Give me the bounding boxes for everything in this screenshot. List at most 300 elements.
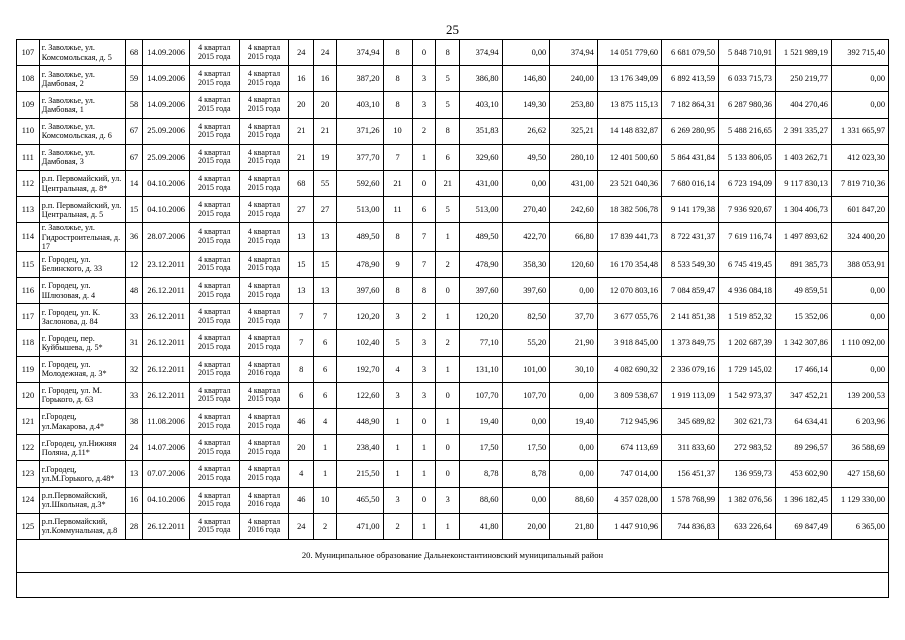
section-title: 20. Муниципальное образование Дальнеконстантиновский муниципальный район [17, 539, 889, 572]
cell-c5: 2 [383, 513, 412, 539]
table-body [17, 40, 889, 598]
cell-c11: 14 148 832,87 [597, 118, 661, 144]
cell-c6: 7 [412, 223, 436, 252]
cell-c15: 6 203,96 [831, 409, 888, 435]
cell-c2: 20 [289, 92, 314, 118]
cell-c15: 0,00 [831, 278, 888, 304]
cell-c6: 2 [412, 118, 436, 144]
cell-c7: 5 [436, 66, 460, 92]
blank-row [17, 572, 889, 597]
cell-c11: 16 170 354,48 [597, 251, 661, 277]
cell-c12: 6 892 413,59 [662, 66, 719, 92]
cell-c5: 1 [383, 461, 412, 487]
cell-c6: 8 [412, 278, 436, 304]
cell-n: 120 [17, 382, 40, 408]
cell-c1: 48 [125, 278, 143, 304]
cell-c2: 13 [289, 223, 314, 252]
cell-c4: 465,50 [336, 487, 383, 513]
cell-c14: 89 296,57 [775, 435, 831, 461]
cell-n: 123 [17, 461, 40, 487]
cell-q1: 4 квартал 2015 года [189, 461, 239, 487]
cell-c3: 19 [314, 144, 337, 170]
cell-addr: г. Заволжье, ул. Дамбовая, 3 [39, 144, 125, 170]
cell-c14: 69 847,49 [775, 513, 831, 539]
cell-c13: 272 983,52 [719, 435, 776, 461]
cell-c4: 215,50 [336, 461, 383, 487]
cell-c11: 17 839 441,73 [597, 223, 661, 252]
cell-c4: 448,90 [336, 409, 383, 435]
cell-c9: 0,00 [502, 409, 550, 435]
table-row [17, 409, 889, 435]
cell-q2: 4 квартал 2015 года [239, 330, 289, 356]
cell-n: 118 [17, 330, 40, 356]
cell-addr: г. Заволжье, ул. Комсомольская, д. 6 [39, 118, 125, 144]
cell-c7: 0 [436, 382, 460, 408]
cell-q2: 4 квартал 2015 года [239, 382, 289, 408]
cell-c4: 489,50 [336, 223, 383, 252]
cell-c1: 33 [125, 382, 143, 408]
cell-c11: 1 447 910,96 [597, 513, 661, 539]
cell-c1: 33 [125, 304, 143, 330]
cell-date: 26.12.2011 [143, 513, 190, 539]
cell-c13: 5 133 806,05 [719, 144, 776, 170]
cell-c11: 12 070 803,16 [597, 278, 661, 304]
cell-c13: 1 519 852,32 [719, 304, 776, 330]
cell-c1: 12 [125, 251, 143, 277]
page-number: 25 [446, 22, 459, 37]
cell-c8: 397,60 [460, 278, 502, 304]
cell-n: 108 [17, 66, 40, 92]
cell-c1: 15 [125, 197, 143, 223]
cell-c2: 4 [289, 461, 314, 487]
cell-c8: 107,70 [460, 382, 502, 408]
cell-c3: 15 [314, 251, 337, 277]
table-row [17, 40, 889, 66]
cell-c13: 6 033 715,73 [719, 66, 776, 92]
cell-c11: 13 176 349,09 [597, 66, 661, 92]
cell-c12: 7 084 859,47 [662, 278, 719, 304]
cell-addr: р.п.Первомайский, ул.Школьная, д.3* [39, 487, 125, 513]
cell-c5: 1 [383, 409, 412, 435]
cell-q2: 4 квартал 2015 года [239, 144, 289, 170]
cell-c8: 374,94 [460, 40, 502, 66]
cell-addr: г. Заволжье, ул. Дамбовая, 1 [39, 92, 125, 118]
cell-q2: 4 квартал 2015 года [239, 435, 289, 461]
cell-q1: 4 квартал 2015 года [189, 223, 239, 252]
cell-c1: 59 [125, 66, 143, 92]
cell-c7: 0 [436, 461, 460, 487]
table-row [17, 487, 889, 513]
cell-c13: 302 621,73 [719, 409, 776, 435]
cell-c15: 324 400,20 [831, 223, 888, 252]
cell-c2: 15 [289, 251, 314, 277]
cell-date: 14.09.2006 [143, 40, 190, 66]
cell-c15: 1 331 665,97 [831, 118, 888, 144]
cell-c6: 1 [412, 513, 436, 539]
cell-c7: 5 [436, 197, 460, 223]
cell-c3: 20 [314, 92, 337, 118]
cell-c10: 30,10 [550, 356, 598, 382]
cell-q1: 4 квартал 2015 года [189, 304, 239, 330]
cell-addr: г.Городец, ул.Нижняя Поляна, д.11* [39, 435, 125, 461]
cell-c12: 7 182 864,31 [662, 92, 719, 118]
cell-c3: 6 [314, 356, 337, 382]
cell-q1: 4 квартал 2015 года [189, 170, 239, 196]
cell-date: 04.10.2006 [143, 170, 190, 196]
cell-addr: г.Городец, ул.Макарова, д.4* [39, 409, 125, 435]
cell-c14: 1 497 893,62 [775, 223, 831, 252]
cell-c7: 1 [436, 356, 460, 382]
cell-c10: 21,80 [550, 513, 598, 539]
cell-c7: 2 [436, 330, 460, 356]
cell-c6: 1 [412, 144, 436, 170]
cell-date: 28.07.2006 [143, 223, 190, 252]
cell-c13: 633 226,64 [719, 513, 776, 539]
cell-c12: 9 141 179,38 [662, 197, 719, 223]
cell-date: 14.07.2006 [143, 435, 190, 461]
cell-c14: 17 466,14 [775, 356, 831, 382]
cell-c3: 1 [314, 435, 337, 461]
cell-c5: 8 [383, 223, 412, 252]
cell-c13: 1 542 973,37 [719, 382, 776, 408]
cell-c3: 6 [314, 330, 337, 356]
cell-c14: 1 342 307,86 [775, 330, 831, 356]
cell-c2: 21 [289, 118, 314, 144]
cell-c1: 67 [125, 118, 143, 144]
cell-date: 26.12.2011 [143, 278, 190, 304]
cell-c2: 46 [289, 409, 314, 435]
cell-c8: 386,80 [460, 66, 502, 92]
cell-c10: 0,00 [550, 278, 598, 304]
cell-c5: 3 [383, 382, 412, 408]
cell-q2: 4 квартал 2015 года [239, 223, 289, 252]
cell-c12: 1 919 113,09 [662, 382, 719, 408]
cell-c10: 325,21 [550, 118, 598, 144]
cell-addr: р.п. Первомайский, ул. Центральная, д. 8* [39, 170, 125, 196]
cell-c8: 120,20 [460, 304, 502, 330]
table-row [17, 356, 889, 382]
cell-c14: 404 270,46 [775, 92, 831, 118]
cell-c11: 747 014,00 [597, 461, 661, 487]
cell-c2: 8 [289, 356, 314, 382]
cell-c1: 32 [125, 356, 143, 382]
cell-c9: 20,00 [502, 513, 550, 539]
cell-c5: 8 [383, 66, 412, 92]
cell-c10: 37,70 [550, 304, 598, 330]
cell-n: 114 [17, 223, 40, 252]
cell-c7: 3 [436, 487, 460, 513]
cell-c9: 8,78 [502, 461, 550, 487]
cell-c8: 329,60 [460, 144, 502, 170]
cell-c9: 149,30 [502, 92, 550, 118]
cell-q2: 4 квартал 2016 года [239, 487, 289, 513]
cell-date: 26.12.2011 [143, 356, 190, 382]
cell-c9: 82,50 [502, 304, 550, 330]
cell-c6: 0 [412, 40, 436, 66]
cell-c7: 21 [436, 170, 460, 196]
cell-c4: 513,00 [336, 197, 383, 223]
cell-c7: 2 [436, 251, 460, 277]
cell-c3: 10 [314, 487, 337, 513]
cell-q1: 4 квартал 2015 года [189, 92, 239, 118]
cell-c5: 8 [383, 278, 412, 304]
cell-c11: 3 677 055,76 [597, 304, 661, 330]
cell-c4: 120,20 [336, 304, 383, 330]
cell-c13: 4 936 084,18 [719, 278, 776, 304]
table-row [17, 435, 889, 461]
cell-c8: 19,40 [460, 409, 502, 435]
cell-c7: 1 [436, 513, 460, 539]
cell-c14: 1 396 182,45 [775, 487, 831, 513]
cell-c10: 120,60 [550, 251, 598, 277]
cell-c12: 744 836,83 [662, 513, 719, 539]
cell-n: 116 [17, 278, 40, 304]
cell-c15: 0,00 [831, 304, 888, 330]
table-row [17, 144, 889, 170]
cell-q1: 4 квартал 2015 года [189, 409, 239, 435]
cell-c2: 27 [289, 197, 314, 223]
cell-addr: г. Заволжье, ул. Гидростроительная, д. 17 [39, 223, 125, 252]
cell-c8: 351,83 [460, 118, 502, 144]
cell-date: 14.09.2006 [143, 92, 190, 118]
cell-c9: 397,60 [502, 278, 550, 304]
cell-c11: 674 113,69 [597, 435, 661, 461]
cell-n: 124 [17, 487, 40, 513]
cell-c14: 2 391 335,27 [775, 118, 831, 144]
cell-c9: 0,00 [502, 170, 550, 196]
table-row [17, 330, 889, 356]
cell-n: 122 [17, 435, 40, 461]
cell-c14: 15 352,06 [775, 304, 831, 330]
cell-c11: 712 945,96 [597, 409, 661, 435]
cell-q2: 4 квартал 2015 года [239, 66, 289, 92]
cell-c10: 374,94 [550, 40, 598, 66]
cell-c1: 31 [125, 330, 143, 356]
cell-c4: 403,10 [336, 92, 383, 118]
cell-c2: 7 [289, 330, 314, 356]
cell-q1: 4 квартал 2015 года [189, 356, 239, 382]
cell-c3: 4 [314, 409, 337, 435]
cell-c12: 156 451,37 [662, 461, 719, 487]
cell-c2: 24 [289, 40, 314, 66]
cell-c10: 66,80 [550, 223, 598, 252]
cell-n: 125 [17, 513, 40, 539]
cell-c15: 7 819 710,36 [831, 170, 888, 196]
cell-c9: 0,00 [502, 40, 550, 66]
cell-c12: 6 269 280,95 [662, 118, 719, 144]
cell-c9: 358,30 [502, 251, 550, 277]
cell-c12: 2 141 851,38 [662, 304, 719, 330]
cell-c13: 7 936 920,67 [719, 197, 776, 223]
cell-c5: 10 [383, 118, 412, 144]
cell-q2: 4 квартал 2015 года [239, 409, 289, 435]
cell-q2: 4 квартал 2015 года [239, 461, 289, 487]
cell-q1: 4 квартал 2015 года [189, 487, 239, 513]
cell-q2: 4 квартал 2015 года [239, 278, 289, 304]
cell-c9: 17,50 [502, 435, 550, 461]
cell-c2: 24 [289, 513, 314, 539]
cell-c15: 388 053,91 [831, 251, 888, 277]
cell-q2: 4 квартал 2015 года [239, 197, 289, 223]
cell-c6: 3 [412, 382, 436, 408]
cell-c2: 20 [289, 435, 314, 461]
cell-q1: 4 квартал 2015 года [189, 278, 239, 304]
cell-c13: 6 745 419,45 [719, 251, 776, 277]
cell-q2: 4 квартал 2015 года [239, 170, 289, 196]
table-row [17, 92, 889, 118]
cell-c4: 374,94 [336, 40, 383, 66]
cell-c4: 102,40 [336, 330, 383, 356]
cell-addr: г. Городец, ул. Белинского, д. 33 [39, 251, 125, 277]
cell-q1: 4 квартал 2015 года [189, 144, 239, 170]
cell-c14: 453 602,90 [775, 461, 831, 487]
cell-c6: 6 [412, 197, 436, 223]
cell-q1: 4 квартал 2015 года [189, 251, 239, 277]
cell-q2: 4 квартал 2016 года [239, 513, 289, 539]
cell-q2: 4 квартал 2015 года [239, 40, 289, 66]
cell-addr: г. Заволжье, ул. Комсомольская, д. 5 [39, 40, 125, 66]
cell-date: 26.12.2011 [143, 382, 190, 408]
cell-c9: 101,00 [502, 356, 550, 382]
cell-c13: 6 723 194,09 [719, 170, 776, 196]
cell-date: 25.09.2006 [143, 118, 190, 144]
cell-c7: 1 [436, 223, 460, 252]
cell-c11: 18 382 506,78 [597, 197, 661, 223]
cell-c9: 49,50 [502, 144, 550, 170]
cell-c14: 250 219,77 [775, 66, 831, 92]
cell-n: 112 [17, 170, 40, 196]
cell-c7: 1 [436, 304, 460, 330]
cell-c15: 6 365,00 [831, 513, 888, 539]
cell-c6: 1 [412, 435, 436, 461]
cell-date: 07.07.2006 [143, 461, 190, 487]
cell-c7: 8 [436, 118, 460, 144]
cell-c9: 0,00 [502, 487, 550, 513]
cell-c5: 21 [383, 170, 412, 196]
cell-c10: 88,60 [550, 487, 598, 513]
table-row [17, 304, 889, 330]
cell-c3: 27 [314, 197, 337, 223]
cell-c12: 2 336 079,16 [662, 356, 719, 382]
table-row [17, 461, 889, 487]
cell-c2: 16 [289, 66, 314, 92]
cell-date: 25.09.2006 [143, 144, 190, 170]
cell-c15: 392 715,40 [831, 40, 888, 66]
cell-c3: 2 [314, 513, 337, 539]
cell-date: 04.10.2006 [143, 197, 190, 223]
cell-date: 14.09.2006 [143, 66, 190, 92]
cell-c13: 136 959,73 [719, 461, 776, 487]
cell-c6: 2 [412, 304, 436, 330]
cell-c12: 8 722 431,37 [662, 223, 719, 252]
cell-c10: 431,00 [550, 170, 598, 196]
cell-date: 23.12.2011 [143, 251, 190, 277]
cell-c5: 1 [383, 435, 412, 461]
cell-c9: 107,70 [502, 382, 550, 408]
cell-n: 115 [17, 251, 40, 277]
cell-c13: 1 729 145,02 [719, 356, 776, 382]
cell-c9: 146,80 [502, 66, 550, 92]
cell-c8: 431,00 [460, 170, 502, 196]
cell-q1: 4 квартал 2015 года [189, 513, 239, 539]
cell-addr: р.п. Первомайский, ул. Центральная, д. 5 [39, 197, 125, 223]
cell-c11: 4 082 690,32 [597, 356, 661, 382]
cell-c5: 5 [383, 330, 412, 356]
cell-c10: 253,80 [550, 92, 598, 118]
cell-c4: 377,70 [336, 144, 383, 170]
cell-c5: 8 [383, 40, 412, 66]
cell-c8: 478,90 [460, 251, 502, 277]
cell-c15: 1 129 330,00 [831, 487, 888, 513]
cell-c3: 1 [314, 461, 337, 487]
cell-c9: 422,70 [502, 223, 550, 252]
table-row [17, 251, 889, 277]
cell-c12: 7 680 016,14 [662, 170, 719, 196]
cell-c5: 3 [383, 304, 412, 330]
cell-c10: 242,60 [550, 197, 598, 223]
cell-c12: 5 864 431,84 [662, 144, 719, 170]
cell-n: 117 [17, 304, 40, 330]
cell-c8: 8,78 [460, 461, 502, 487]
cell-c12: 1 578 768,99 [662, 487, 719, 513]
cell-c5: 4 [383, 356, 412, 382]
cell-c7: 0 [436, 435, 460, 461]
cell-c8: 88,60 [460, 487, 502, 513]
cell-c15: 36 588,69 [831, 435, 888, 461]
cell-c15: 139 200,53 [831, 382, 888, 408]
cell-addr: г. Городец, ул. М. Горького, д. 63 [39, 382, 125, 408]
cell-c3: 16 [314, 66, 337, 92]
cell-c2: 6 [289, 382, 314, 408]
cell-addr: г. Заволжье, ул. Дамбовая, 2 [39, 66, 125, 92]
cell-c11: 14 051 779,60 [597, 40, 661, 66]
cell-c11: 3 809 538,67 [597, 382, 661, 408]
cell-addr: р.п.Первомайский, ул.Коммунальная, д.8 [39, 513, 125, 539]
cell-c1: 36 [125, 223, 143, 252]
cell-c6: 7 [412, 251, 436, 277]
cell-c12: 311 833,60 [662, 435, 719, 461]
cell-c6: 3 [412, 330, 436, 356]
cell-c8: 17,50 [460, 435, 502, 461]
cell-c4: 192,70 [336, 356, 383, 382]
cell-c8: 403,10 [460, 92, 502, 118]
cell-c5: 3 [383, 487, 412, 513]
cell-q2: 4 квартал 2015 года [239, 251, 289, 277]
cell-c1: 68 [125, 40, 143, 66]
cell-c8: 489,50 [460, 223, 502, 252]
cell-c1: 67 [125, 144, 143, 170]
cell-q1: 4 квартал 2015 года [189, 382, 239, 408]
cell-n: 113 [17, 197, 40, 223]
cell-c6: 1 [412, 461, 436, 487]
cell-c4: 387,20 [336, 66, 383, 92]
table-row [17, 278, 889, 304]
cell-c1: 58 [125, 92, 143, 118]
cell-c3: 7 [314, 304, 337, 330]
cell-n: 109 [17, 92, 40, 118]
cell-c14: 347 452,21 [775, 382, 831, 408]
cell-q1: 4 квартал 2015 года [189, 197, 239, 223]
cell-c13: 1 202 687,39 [719, 330, 776, 356]
cell-c5: 9 [383, 251, 412, 277]
cell-c14: 49 859,51 [775, 278, 831, 304]
cell-c14: 891 385,73 [775, 251, 831, 277]
cell-c15: 1 110 092,00 [831, 330, 888, 356]
cell-c8: 513,00 [460, 197, 502, 223]
cell-c5: 8 [383, 92, 412, 118]
blank-cell [17, 572, 889, 597]
section-row [17, 539, 889, 572]
